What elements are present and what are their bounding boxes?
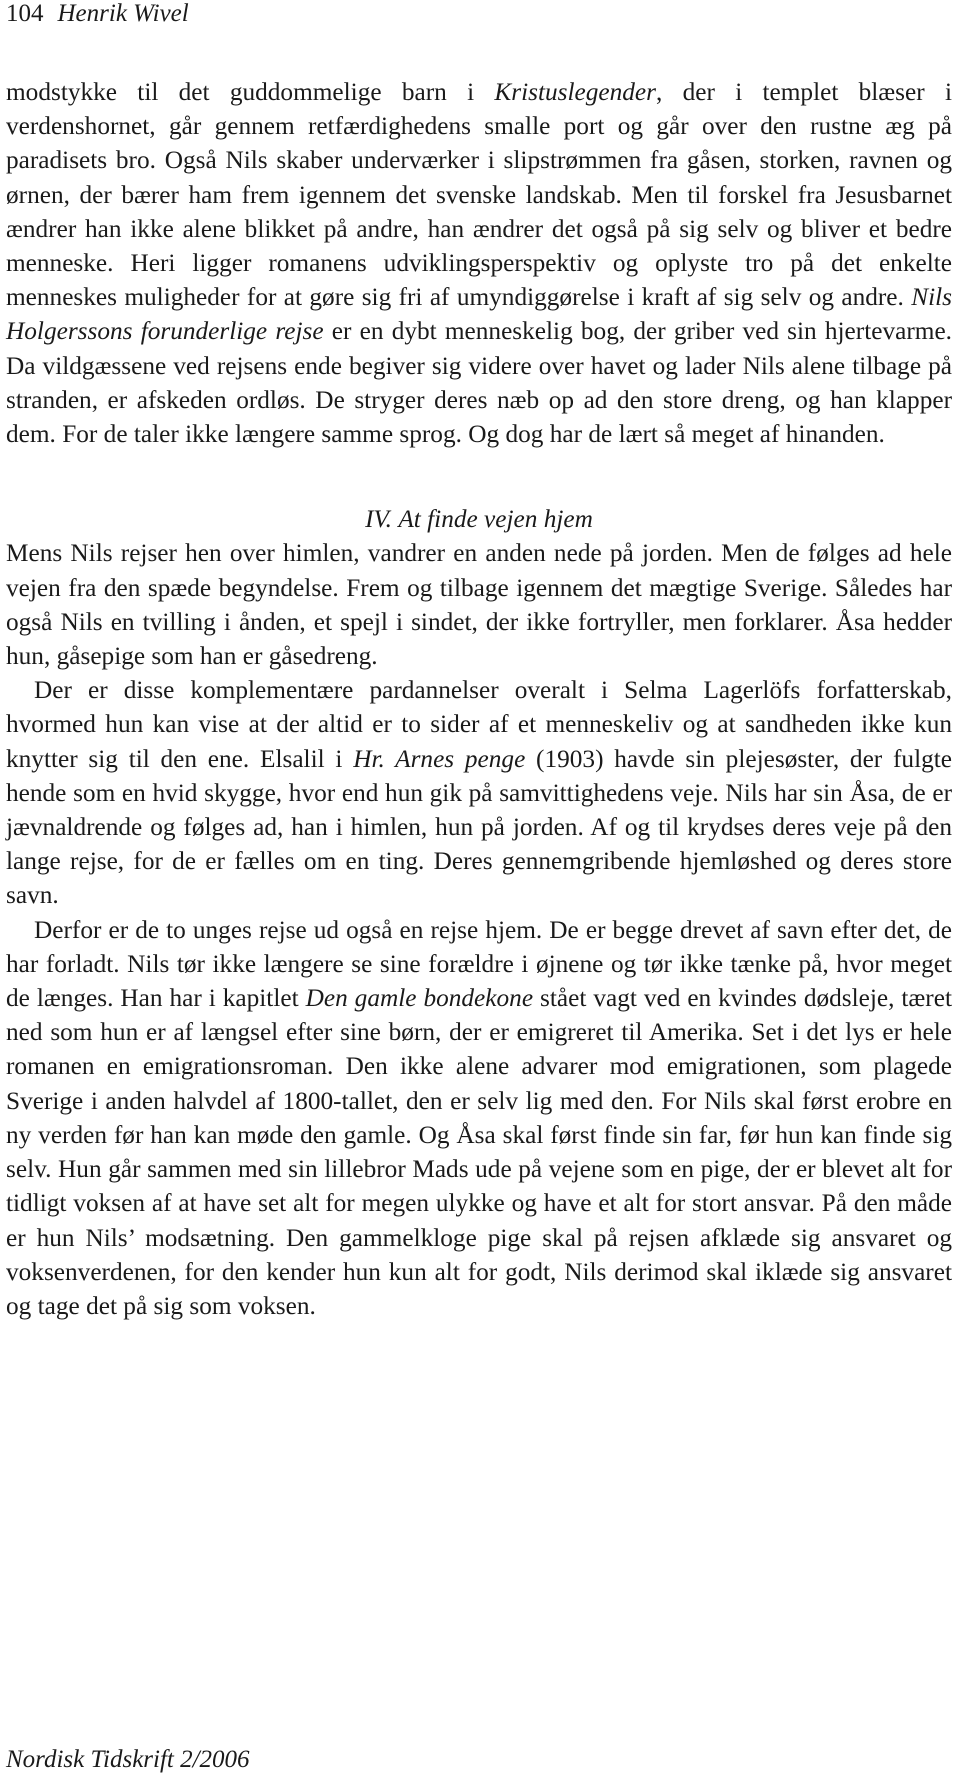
paragraph xyxy=(6,913,952,1323)
text-run: modstykke til det guddommelige barn i xyxy=(6,78,495,106)
italic-title: Kristuslegender xyxy=(494,78,657,106)
paragraph xyxy=(6,75,952,451)
italic-title: Den gamle bondekone xyxy=(305,984,534,1013)
text-run: stået vagt ved en kvindes dødsleje, tæret ned som hun er af længsel efter sine børn, der er emigreret til Amerika. Set i det lys er hele romanen en emigrationsroman. Den ikke alene advarer mod emigrationen, som plagede Sverige i anden halvdel af 1800-tallet, den er selv lig med den. For Nils skal først erobre en ny verden før han kan møde den gamle. Og Åsa skal først finde sin far, før hun kan finde sig selv. Hun går sammen med sin lillebror Mads ude på vejene som en pige, der er blevet alt for tidligt voksen af at have set alt for megen ulykke og have et alt for stort ansvar. På den måde er hun Nils’ modsætning. Den gammelkloge pige skal på rejsen afklæde sig ansvaret og voksenverdenen, for den kender hun kun alt for godt, Nils derimod skal iklæde sig ansvaret og tage det på sig som voksen. xyxy=(6,984,952,1320)
body-text xyxy=(6,75,952,1323)
text-run: (1903) havde sin plejesøster, der fulgte hende som en hvid skygge, hvor end hun gik på samvittighedens veje. Nils har sin Åsa, de er jævnaldrende og følges ad, han i himlen, hun på jorden. Af og til krydses deres veje på den lange rejse, for de er fælles om en ting. Deres gennemgribende hjemløshed og deres store savn. xyxy=(6,744,952,910)
running-footer: Nordisk Tidskrift 2/2006 xyxy=(6,1746,250,1773)
text-run: , der i templet blæser i verdenshornet, går gennem retfærdighedens smalle port og går over den rustne æg på paradisets bro. Også Nils skaber underværker i slipstrømmen fra gåsen, storken, ravnen og ørnen, der bærer ham frem igennem det svenske landskab. Men til forskel fra Jesusbarnet ændrer han ikke alene blikket på andre, han ændrer det også på sig selv og bliver et bedre menneske. Heri ligger romanens udviklingsperspektiv og oplyste tro på det enkelte menneskes muligheder for at gøre sig fri af umyndiggørelse i kraft af sig selv og andre. xyxy=(6,78,952,312)
running-head xyxy=(6,0,189,28)
text-run: Der er disse komplementære pardannelser overalt i Selma Lagerlöfs forfatterskab, hvormed hun kan vise at der altid er to sider af et menneskeliv og at sandheden ikke kun knytter sig til den ene. Elsalil i xyxy=(6,676,952,773)
italic-title: Nils Holgerssons forunderlige rejse xyxy=(6,283,952,346)
section-number: IV. xyxy=(365,505,393,534)
paragraph xyxy=(6,673,952,912)
running-head-author: Henrik Wivel xyxy=(57,0,189,27)
italic-title: Hr. Arnes penge xyxy=(353,744,526,773)
paragraph xyxy=(6,536,952,673)
section-heading xyxy=(6,502,952,536)
text-run: Mens Nils rejser hen over himlen, vandrer en anden nede på jorden. Men de følges ad hele vejen fra den spæde begyndelse. Frem og tilbage igennem det mægtige Sverige. Således har også Nils en tvilling i ånden, et spejl i sindet, der ikke fortryller, men forklarer. Åsa hedder hun, gåsepige som han er gåsedreng. xyxy=(6,539,952,671)
text-run: er en dybt menneskelig bog, der griber ved sin hjertevarme. Da vildgæssene ved rejsens ende begiver sig videre over havet og lader Nils alene tilbage på stranden, er afskeden ordløs. De stryger deres næb op ad den store dreng, og han klapper dem. For de taler ikke længere samme sprog. Og dog har de lært så meget af hinanden. xyxy=(6,317,952,449)
page-number: 104 xyxy=(6,0,44,27)
section-title: At finde vejen hjem xyxy=(398,505,593,534)
text-run: Derfor er de to unges rejse ud også en rejse hjem. De er begge drevet af savn efter det, de har forladt. Nils tør ikke længere se sine forældre i øjnene og tør ikke tænke på, hvor meget de længes. Han har i kapitlet xyxy=(6,915,952,1013)
